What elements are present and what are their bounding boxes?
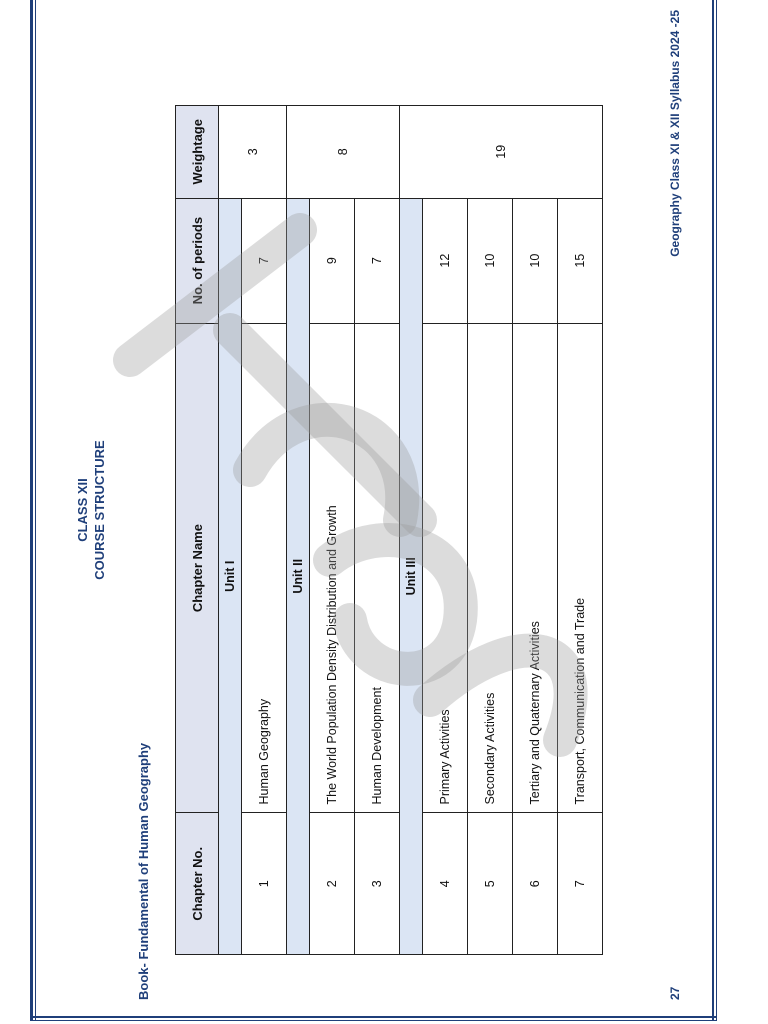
table-row xyxy=(423,106,468,955)
page-border-left xyxy=(30,0,33,1020)
table-row xyxy=(310,106,355,955)
chapter-no-cell: 3 xyxy=(355,813,400,955)
chapter-name-cell: The World Population Density Distribution and Growth xyxy=(310,323,355,813)
periods-cell: 12 xyxy=(423,198,468,323)
chapter-name-cell: Human Development xyxy=(355,323,400,813)
table-row xyxy=(558,106,603,955)
unit-row xyxy=(219,106,242,955)
page-border-right xyxy=(712,0,714,1020)
unit-row xyxy=(287,106,310,955)
chapter-name-cell: Primary Activities xyxy=(423,323,468,813)
unit-label: Unit I xyxy=(219,198,242,954)
chapter-name-cell: Tertiary and Quaternary Activities xyxy=(513,323,558,813)
chapter-name-cell: Transport, Communication and Trade xyxy=(558,323,603,813)
table-row xyxy=(355,106,400,955)
unit-label: Unit III xyxy=(400,198,423,954)
periods-cell: 7 xyxy=(242,198,287,323)
class-title: CLASS XII xyxy=(75,478,90,542)
chapter-no-cell: 2 xyxy=(310,813,355,955)
header-weightage: Weightage xyxy=(176,106,219,199)
course-structure-title: COURSE STRUCTURE xyxy=(92,440,107,580)
footer-text: Geography Class XI & XII Syllabus 2024 -25 xyxy=(668,10,682,257)
weightage-cell: 19 xyxy=(400,106,603,199)
weightage-cell: 3 xyxy=(219,106,287,199)
periods-cell: 10 xyxy=(513,198,558,323)
header-chapter-no: Chapter No. xyxy=(176,813,219,955)
table-header-row xyxy=(176,106,219,955)
table-row xyxy=(468,106,513,955)
weightage-cell: 8 xyxy=(287,106,400,199)
chapter-no-cell: 5 xyxy=(468,813,513,955)
periods-cell: 15 xyxy=(558,198,603,323)
unit-label: Unit II xyxy=(287,198,310,954)
unit-row xyxy=(400,106,423,955)
chapter-no-cell: 7 xyxy=(558,813,603,955)
chapter-no-cell: 1 xyxy=(242,813,287,955)
rotated-page xyxy=(40,10,710,1010)
page-number: 27 xyxy=(668,986,682,1000)
periods-cell: 7 xyxy=(355,198,400,323)
chapter-no-cell: 4 xyxy=(423,813,468,955)
book-title: Book- Fundamental of Human Geography xyxy=(136,742,151,1000)
page-border-left-inner xyxy=(35,0,36,1020)
course-structure-table xyxy=(175,105,603,955)
page-border-bottom-inner xyxy=(30,1020,717,1021)
page-border-right-inner xyxy=(716,0,717,1020)
header-chapter-name: Chapter Name xyxy=(176,323,219,813)
periods-cell: 9 xyxy=(310,198,355,323)
chapter-no-cell: 6 xyxy=(513,813,558,955)
table-row xyxy=(242,106,287,955)
page-border-bottom xyxy=(30,1016,717,1018)
chapter-name-cell: Human Geography xyxy=(242,323,287,813)
table-row xyxy=(513,106,558,955)
chapter-name-cell: Secondary Activities xyxy=(468,323,513,813)
header-periods: No. of periods xyxy=(176,198,219,323)
periods-cell: 10 xyxy=(468,198,513,323)
